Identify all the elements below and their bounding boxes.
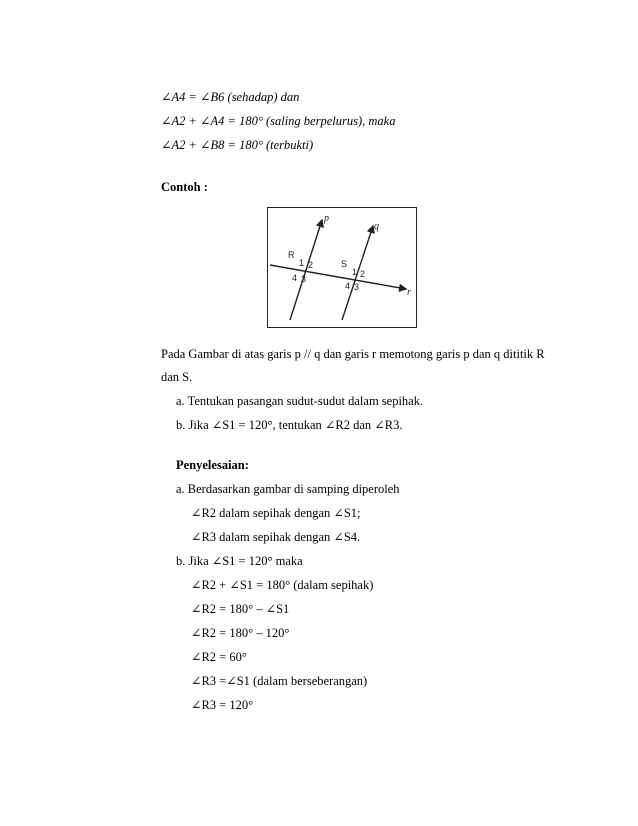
angle-R4: 4 [292,273,298,283]
angle-R1: 1 [299,258,305,268]
angle-R2: 2 [308,260,314,270]
solution-heading: Penyelesaian: [176,458,249,472]
line-r [270,265,406,289]
solution-b-line-5: ∠R3 =∠S1 (dalam berseberangan) [191,674,368,688]
angle-R3: 3 [301,274,307,284]
proof-line-2: ∠A2 + ∠A4 = 180° (saling berpelurus), maka [161,114,396,128]
label-q: q [374,221,379,232]
solution-a-line-1: ∠R2 dalam sepihak dengan ∠S1; [191,506,361,520]
solution-b-line-3: ∠R2 = 180° – 120° [191,626,290,640]
problem-item-b: b. Jika ∠S1 = 120°, tentukan ∠R2 dan ∠R3. [176,418,403,432]
angle-S2: 2 [360,269,366,279]
solution-b-line-1: ∠R2 + ∠S1 = 180° (dalam sepihak) [191,578,374,592]
solution-b-line-6: ∠R3 = 120° [191,698,254,712]
parallel-lines-figure [267,207,417,328]
figure-drawing [268,208,415,326]
angle-S1: 1 [352,267,358,277]
solution-part-b: b. Jika ∠S1 = 120° maka [176,554,303,568]
angle-S3: 3 [354,282,360,292]
proof-line-3: ∠A2 + ∠B8 = 180° (terbukti) [161,138,314,152]
label-p: p [324,213,329,224]
angle-S4: 4 [345,281,351,291]
problem-line-1: Pada Gambar di atas garis p // q dan garis r memotong garis p dan q dititik R [161,347,545,361]
problem-line-2: dan S. [161,370,193,384]
solution-b-line-2: ∠R2 = 180° – ∠S1 [191,602,290,616]
problem-item-a: a. Tentukan pasangan sudut-sudut dalam sepihak. [176,394,424,408]
example-heading: Contoh : [161,180,208,194]
solution-a-line-2: ∠R3 dalam sepihak dengan ∠S4. [191,530,361,544]
solution-part-a: a. Berdasarkan gambar di samping diperoleh [176,482,400,496]
label-r: r [407,287,411,298]
proof-line-1: ∠A4 = ∠B6 (sehadap) dan [161,90,300,104]
line-q [342,226,373,320]
label-point-S: S [341,259,348,269]
label-point-R: R [288,250,295,260]
solution-b-line-4: ∠R2 = 60° [191,650,247,664]
